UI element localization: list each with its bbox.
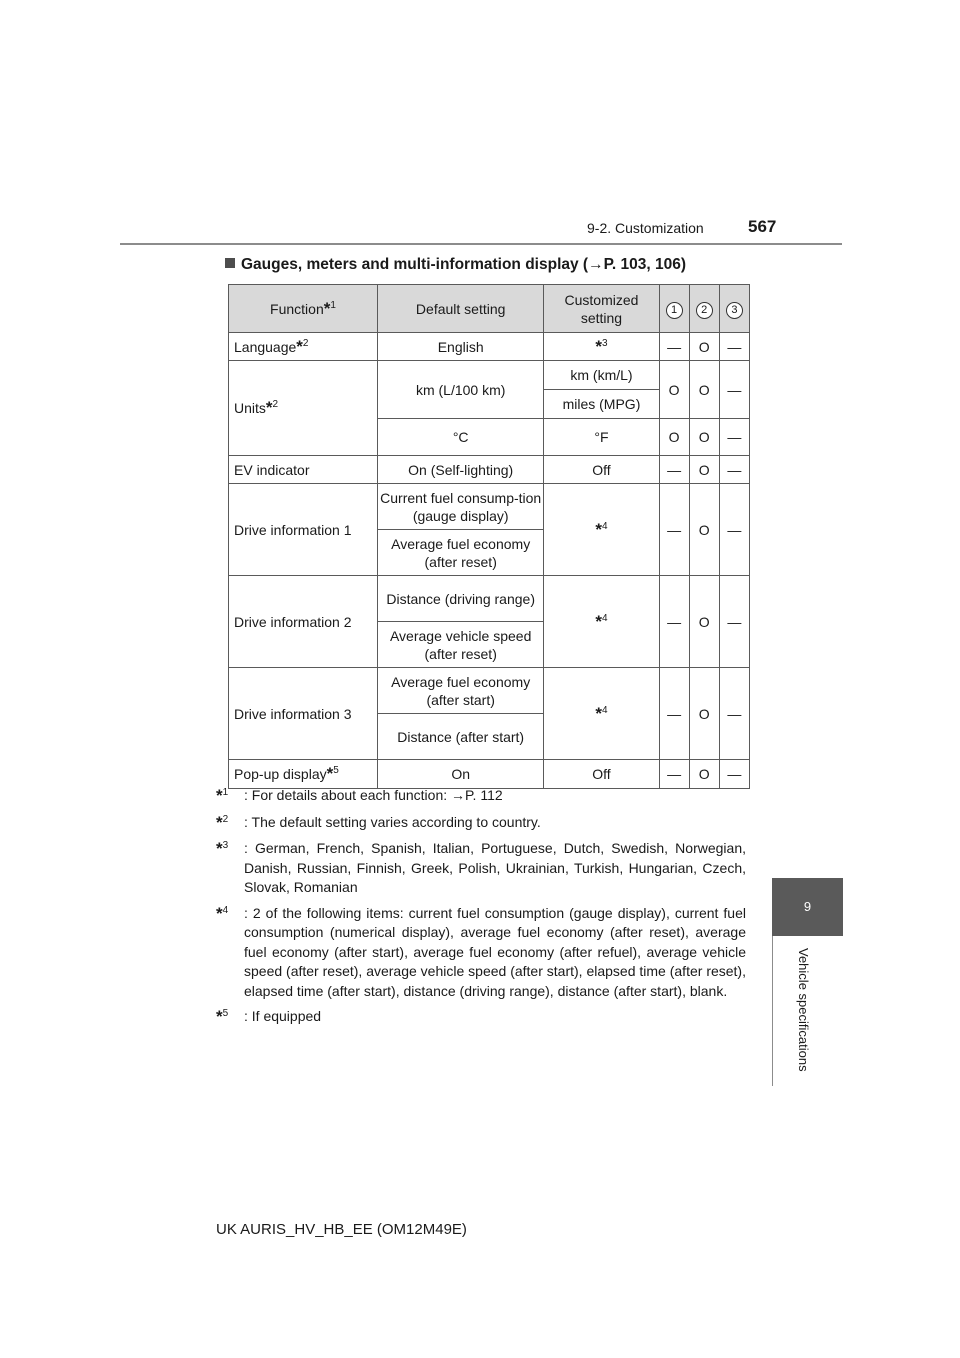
cell-default: Average fuel economy (after reset) xyxy=(377,530,543,576)
footnote-2: *$^2$ : The default setting varies according to country. xyxy=(216,812,541,832)
footnote-4: *$^4$ : 2 of the following items: current fuel consumption (gauge display), current fuel consumption (numerical display), average fuel economy (after reset), average fuel economy (after start), average fuel economy (after refuel), average vehicle speed (after reset), average vehicle speed (after start), elapsed time (after reset), elapsed time (after start), distance (driving range), distance (after start), blank. xyxy=(216,903,746,999)
table-row-units xyxy=(229,361,750,390)
table-row-popup xyxy=(229,760,750,789)
cell-method-2: O xyxy=(689,333,719,361)
cell-default: Average vehicle speed (after reset) xyxy=(377,622,543,668)
footnotes xyxy=(216,786,746,1034)
header-customized: Customized setting xyxy=(544,285,659,333)
cell-method-3: — xyxy=(719,419,749,456)
cell-customized: Off xyxy=(544,456,659,484)
cell-function: Pop-up display*$^5$ xyxy=(229,760,378,789)
cell-default: Distance (after start) xyxy=(377,714,543,760)
cell-method-2: O xyxy=(689,419,719,456)
cell-method-2: O xyxy=(689,668,719,760)
section-title: Gauges, meters and multi-information display (→P. 103, 106) xyxy=(225,256,686,274)
cell-method-3: — xyxy=(719,333,749,361)
cell-default: On xyxy=(377,760,543,789)
cell-function: EV indicator xyxy=(229,456,378,484)
cell-method-3: — xyxy=(719,484,749,576)
cell-method-2: O xyxy=(689,576,719,668)
circle-number-1-icon: 1 xyxy=(666,302,683,319)
table-row-drive-1 xyxy=(229,484,750,530)
cell-function: Units*$^2$ xyxy=(229,361,378,456)
cell-function: Drive information 2 xyxy=(229,576,378,668)
cell-method-1: — xyxy=(659,760,689,789)
table-row-drive-2 xyxy=(229,576,750,622)
cell-method-3: — xyxy=(719,456,749,484)
cell-method-3: — xyxy=(719,361,749,419)
cell-method-1: — xyxy=(659,456,689,484)
table-row-drive-3 xyxy=(229,668,750,714)
cell-method-1: — xyxy=(659,484,689,576)
square-bullet-icon xyxy=(225,258,235,268)
cell-default: Average fuel economy (after start) xyxy=(377,668,543,714)
table-row-language xyxy=(229,333,750,361)
cell-method-2: O xyxy=(689,484,719,576)
footnote-1: *$^1$ : For details about each function: →P. 112 xyxy=(216,786,503,805)
header-default: Default setting xyxy=(377,285,543,333)
header-rule xyxy=(120,243,842,245)
circle-number-3-icon: 3 xyxy=(726,302,743,319)
cell-function: Language*$^2$ xyxy=(229,333,378,361)
cell-method-3: — xyxy=(719,668,749,760)
header-function: Function*$^1$ xyxy=(229,285,378,333)
cell-method-1: — xyxy=(659,333,689,361)
cell-customized: *$^4$ xyxy=(544,668,659,760)
footnote-3: *$^3$ : German, French, Spanish, Italian, Portuguese, Dutch, Swedish, Norwegian, Danish, Russian, Finnish, Greek, Polish, Ukrainian, Turkish, Hungarian, Czech, Slovak, Romanian xyxy=(216,839,746,895)
cell-default: °C xyxy=(377,419,543,456)
chapter-tab-rule xyxy=(772,936,773,1086)
document-code: UK AURIS_HV_HB_EE (OM12M49E) xyxy=(216,1221,467,1238)
page-number: 567 xyxy=(748,217,777,236)
header-section: 9-2. Customization xyxy=(587,220,704,236)
cell-customized: km (km/L) xyxy=(544,361,659,390)
cell-method-3: — xyxy=(719,760,749,789)
chapter-tab: 9 xyxy=(772,878,843,936)
table-header-row xyxy=(229,285,750,333)
table-row-ev-indicator xyxy=(229,456,750,484)
cell-method-1: — xyxy=(659,668,689,760)
cell-function: Drive information 1 xyxy=(229,484,378,576)
cell-customized: *$^4$ xyxy=(544,576,659,668)
cell-default: Distance (driving range) xyxy=(377,576,543,622)
circle-number-2-icon: 2 xyxy=(696,302,713,319)
cell-customized: *$^3$ xyxy=(544,333,659,361)
cell-method-3: — xyxy=(719,576,749,668)
cell-default: English xyxy=(377,333,543,361)
cell-default: km (L/100 km) xyxy=(377,361,543,419)
cell-method-1: O xyxy=(659,361,689,419)
header-method-2 xyxy=(689,285,719,333)
cell-customized: Off xyxy=(544,760,659,789)
cell-customized: *$^4$ xyxy=(544,484,659,576)
cell-method-1: O xyxy=(659,419,689,456)
footnote-5: *$^5$ : If equipped xyxy=(216,1007,322,1026)
cell-customized: miles (MPG) xyxy=(544,390,659,419)
cell-default: On (Self-lighting) xyxy=(377,456,543,484)
chapter-label: Vehicle specifications xyxy=(796,948,811,1072)
cell-method-2: O xyxy=(689,456,719,484)
cell-method-1: — xyxy=(659,576,689,668)
cell-method-2: O xyxy=(689,361,719,419)
header-method-1 xyxy=(659,285,689,333)
cell-method-2: O xyxy=(689,760,719,789)
cell-customized: °F xyxy=(544,419,659,456)
header-method-3 xyxy=(719,285,749,333)
customization-table xyxy=(228,284,750,789)
cell-default: Current fuel consump-tion (gauge display) xyxy=(377,484,543,530)
cell-function: Drive information 3 xyxy=(229,668,378,760)
